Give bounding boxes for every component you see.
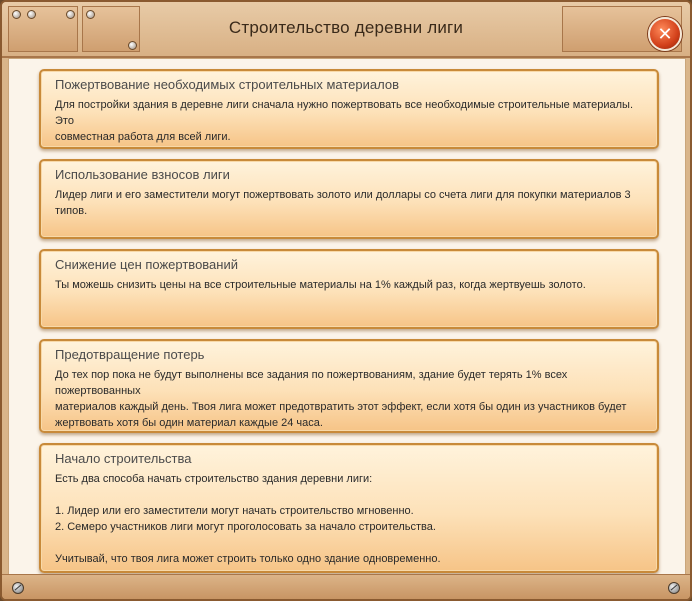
content-panel bbox=[8, 58, 686, 578]
info-card-loss-prevention bbox=[39, 339, 659, 433]
card-line: материалов каждый день. Твоя лига может предотвратить этот эффект, если хотя бы один из участников будет bbox=[55, 401, 627, 413]
screw-icon bbox=[12, 582, 24, 594]
card-line: совместная работа для всей лиги. bbox=[55, 131, 231, 143]
card-line: Есть два способа начать строительство здания деревни лиги: bbox=[55, 473, 373, 485]
info-card-construction-start bbox=[39, 443, 659, 573]
card-line: До тех пор пока не будут выполнены все задания по пожертвованиям, здание будет терять 1% всех пожертвованных bbox=[55, 369, 568, 397]
card-line: типов. bbox=[55, 205, 88, 217]
card-line: Для постройки здания в деревне лиги сначала нужно пожертвовать все необходимые строительные материалы. Это bbox=[55, 99, 634, 127]
close-icon: ✕ bbox=[657, 24, 673, 44]
card-line: 1. Лидер или его заместители могут начать строительство мгновенно. bbox=[55, 505, 414, 517]
screw-icon bbox=[668, 582, 680, 594]
card-title: Пожертвование необходимых строительных материалов bbox=[55, 77, 399, 92]
card-line bbox=[55, 535, 643, 551]
info-card-donation bbox=[39, 69, 659, 149]
card-line: жертвовать хотя бы один материал каждые 24 часа. bbox=[55, 417, 323, 429]
card-title: Начало строительства bbox=[55, 451, 192, 466]
info-card-price-reduction bbox=[39, 249, 659, 329]
close-button[interactable] bbox=[648, 17, 682, 51]
title-bar bbox=[2, 2, 690, 58]
card-body bbox=[55, 367, 643, 431]
card-line: Учитывай, что твоя лига может строить только одно здание одновременно. bbox=[55, 553, 441, 565]
card-line: Лидер лиги и его заместители могут пожертвовать золото или доллары со счета лиги для покупки материалов 3 bbox=[55, 189, 631, 201]
card-title: Предотвращение потерь bbox=[55, 347, 205, 362]
footer-bar bbox=[2, 574, 690, 599]
rivet-icon bbox=[128, 41, 137, 50]
card-body bbox=[55, 187, 643, 219]
window-title: Строительство деревни лиги bbox=[228, 18, 464, 37]
card-body bbox=[55, 97, 643, 145]
card-line bbox=[55, 487, 643, 503]
info-card-league-funds bbox=[39, 159, 659, 239]
card-title: Использование взносов лиги bbox=[55, 167, 230, 182]
card-line: 2. Семеро участников лиги могут проголосовать за начало строительства. bbox=[55, 521, 436, 533]
card-title: Снижение цен пожертвований bbox=[55, 257, 238, 272]
card-body bbox=[55, 277, 643, 293]
card-line: Ты можешь снизить цены на все строительные материалы на 1% каждый раз, когда жертвуешь золото. bbox=[55, 279, 586, 291]
card-body bbox=[55, 471, 643, 567]
